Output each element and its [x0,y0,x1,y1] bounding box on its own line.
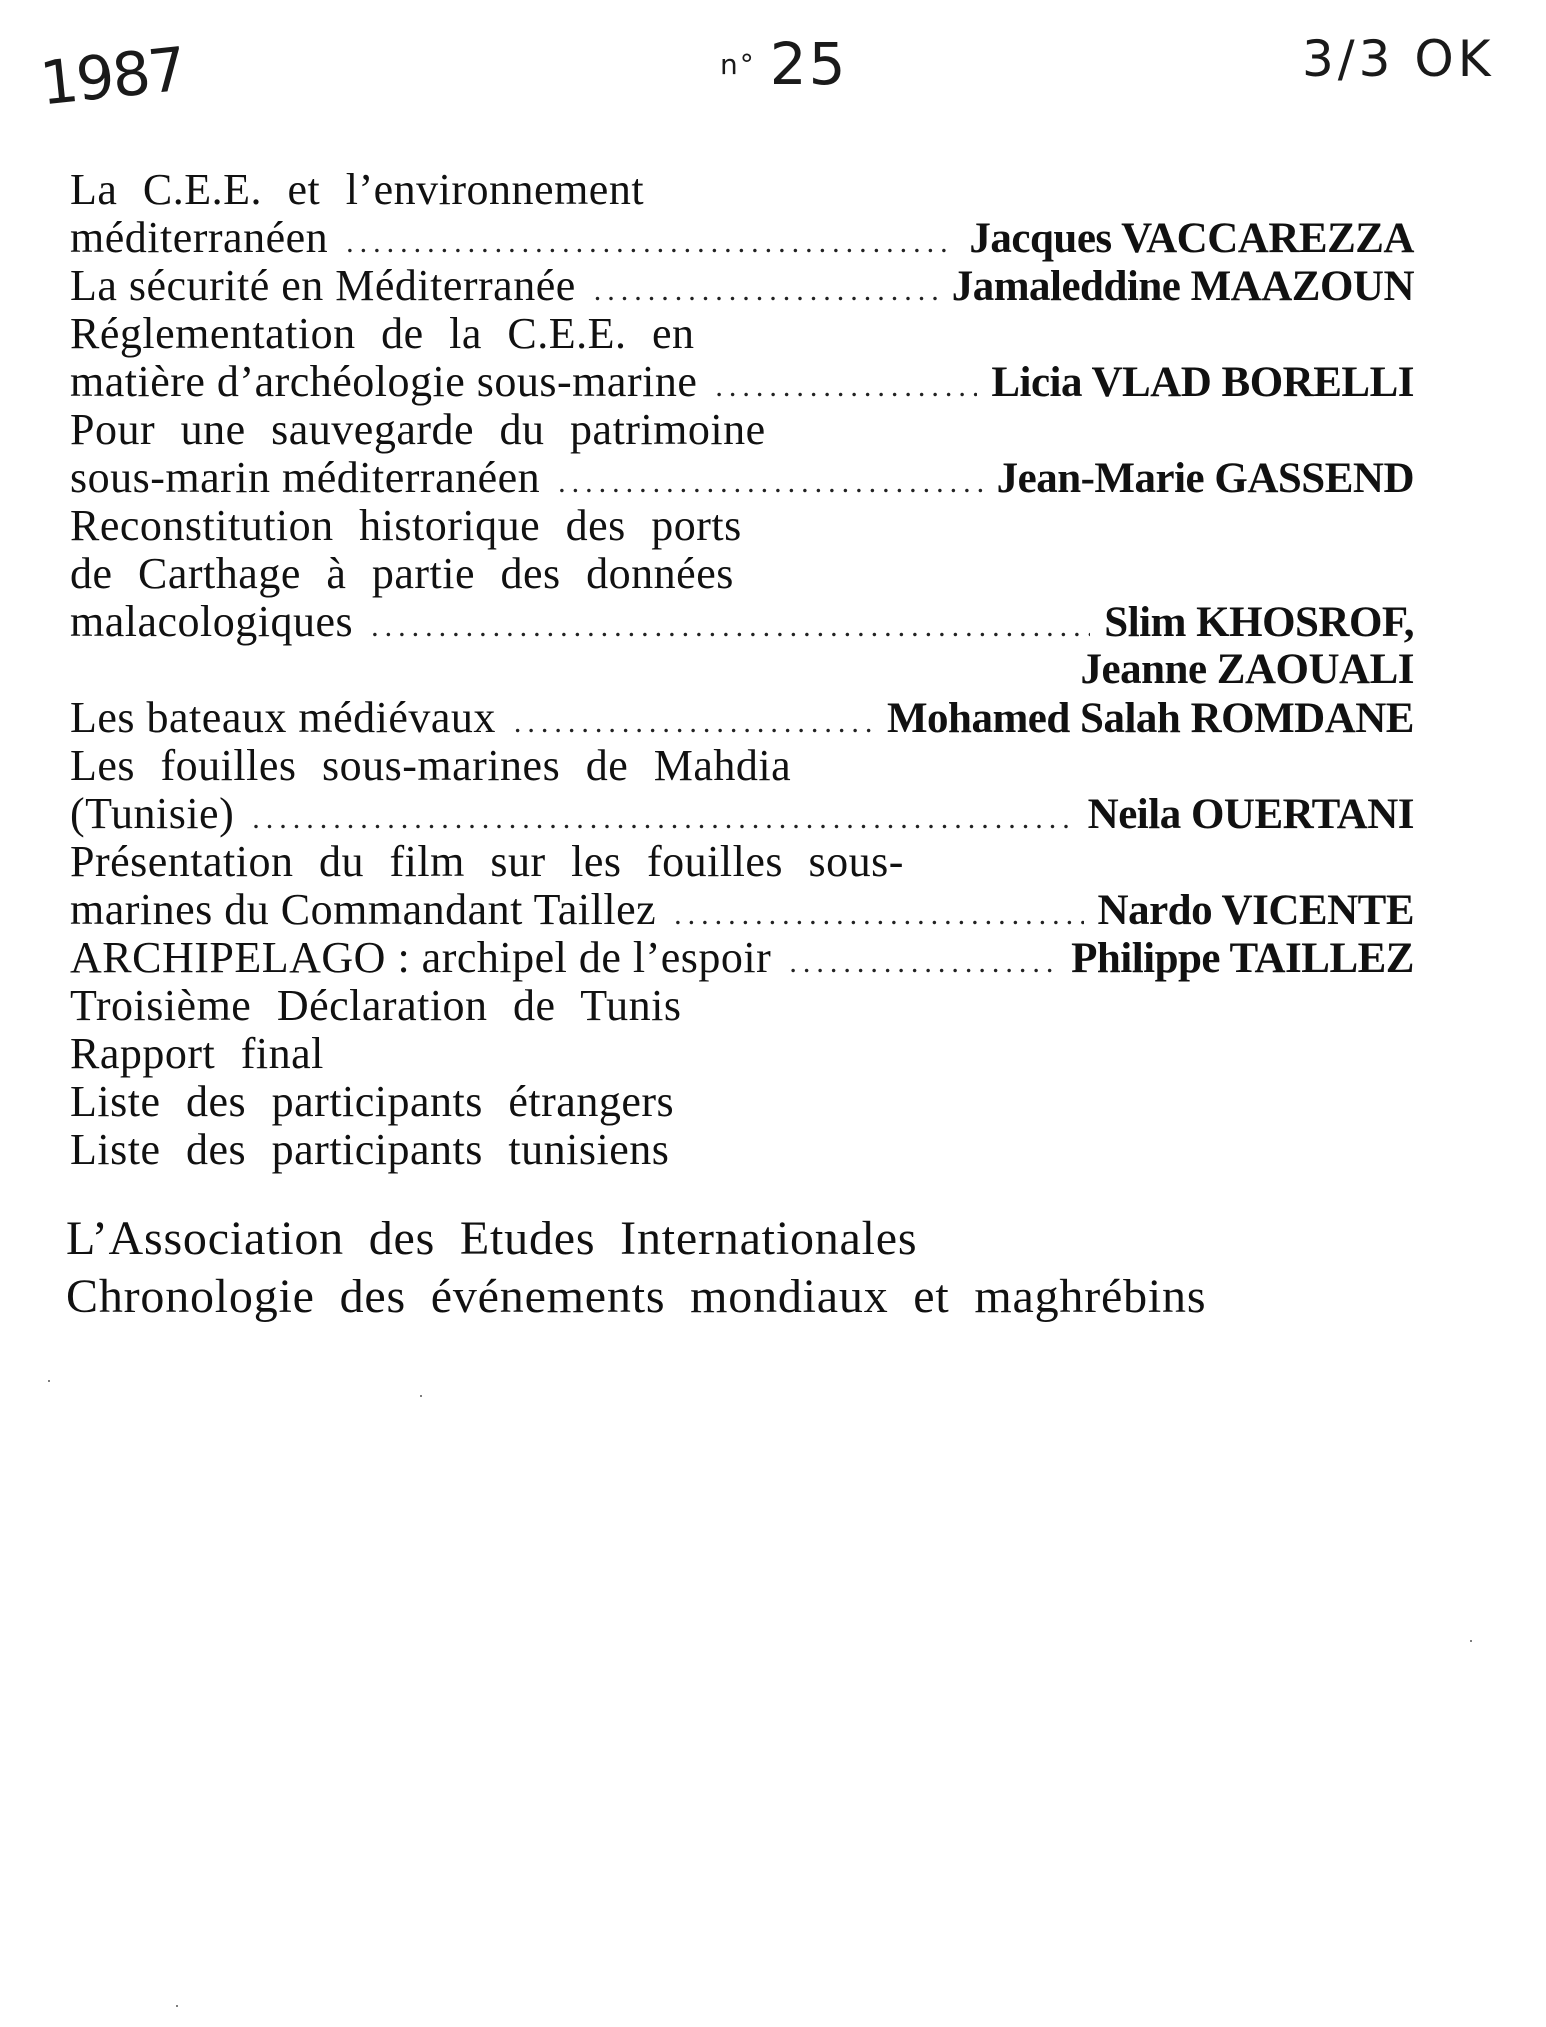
leader-dots [594,267,938,315]
entry-title: Pour une sauvegarde du patrimoine [70,405,766,454]
leader-dots [346,219,955,267]
toc-line [70,838,1414,886]
entry-title: La C.E.E. et l’environnement [70,165,645,214]
entry-title: Liste des participants tunisiens [70,1125,670,1174]
toc-line [70,214,1414,262]
entry-title: malacologiques [70,597,354,646]
entry-author: Jacques VACCAREZZA [969,215,1414,262]
leader-dots [371,603,1090,651]
toc-line [70,646,1414,694]
entry-author: Jean-Marie GASSEND [996,455,1414,502]
leader-dots [674,891,1083,939]
entry-author: Jeanne ZAOUALI [1080,646,1414,693]
entry-title: Liste des participants étrangers [70,1077,675,1126]
toc-line [70,454,1414,502]
entry-title: Rapport final [70,1029,324,1078]
toc-line [70,310,1414,358]
leader-dots [789,939,1057,987]
leader-dots [558,459,982,507]
entry-author: Nardo VICENTE [1097,887,1414,934]
toc-line [70,502,1414,550]
handwritten-number: 25 [769,30,848,98]
entry-author: Jamaleddine MAAZOUN [951,263,1414,310]
toc-line [70,934,1414,982]
leader-dots [252,795,1073,843]
handwritten-page-note: 3/3 OK [1302,30,1495,88]
scan-speck [48,1380,50,1382]
entry-author: Mohamed Salah ROMDANE [886,695,1414,742]
toc-line [70,694,1414,742]
entry-title: ARCHIPELAGO : archipel de l’espoir [70,933,772,982]
scan-speck [176,2005,178,2007]
toc-line [70,1030,1414,1078]
toc-line [70,166,1414,214]
entry-title: Les bateaux médiévaux [70,693,496,742]
entry-title: méditerranéen [70,213,329,262]
leader-dots [715,363,977,411]
toc-line [70,598,1414,646]
entry-author: Philippe TAILLEZ [1071,935,1414,982]
entry-title: Réglementation de la C.E.E. en [70,309,695,358]
toc-line [70,742,1414,790]
handwritten-year: 1987 [36,34,188,120]
entry-title: Reconstitution historique des ports [70,501,742,550]
entry-author: Slim KHOSROF, [1104,599,1414,646]
toc-line [70,790,1414,838]
entry-title: Troisième Déclaration de Tunis [70,981,682,1030]
table-of-contents [70,166,1414,1174]
toc-line [70,406,1414,454]
entry-title: Les fouilles sous-marines de Mahdia [70,741,792,790]
section-heading: Chronologie des événements mondiaux et maghrébins [66,1270,1207,1323]
entry-title: de Carthage à partie des données [70,549,734,598]
entry-author: Licia VLAD BORELLI [991,359,1414,406]
entry-title: matière d’archéologie sous-marine [70,357,698,406]
entry-title: La sécurité en Méditerranée [70,261,576,310]
entry-title: Présentation du film sur les fouilles sous- [70,837,904,886]
handwritten-issue-number [720,30,848,98]
leader-dots [514,699,873,747]
entry-title: sous-marin méditerranéen [70,453,541,502]
toc-line [70,982,1414,1030]
toc-line [70,1078,1414,1126]
toc-line [70,262,1414,310]
toc-line [70,1126,1414,1174]
handwritten-number-prefix: n° [720,48,756,81]
toc-line [70,550,1414,598]
section-list [66,1210,1206,1326]
entry-title: marines du Commandant Taillez [70,885,657,934]
scan-speck [1470,1640,1472,1642]
scan-speck [420,1395,422,1397]
entry-title: (Tunisie) [70,789,235,838]
section-heading: L’Association des Etudes Internationales [66,1212,918,1265]
toc-line [70,886,1414,934]
toc-line [70,358,1414,406]
entry-author: Neila OUERTANI [1087,791,1414,838]
